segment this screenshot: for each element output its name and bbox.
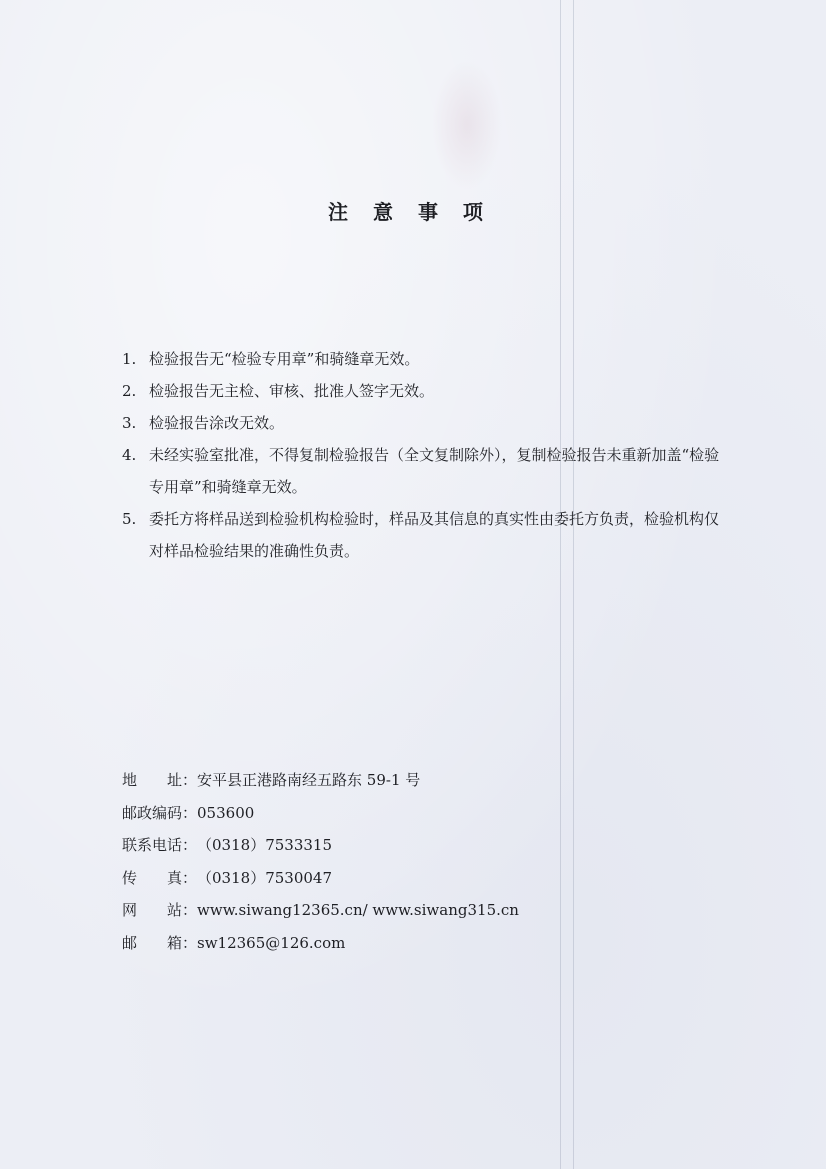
contact-block [122,764,722,959]
notice-text: 检验报告无“检验专用章”和骑缝章无效。 [149,350,420,368]
address-value: 安平县正港路南经五路东 59-1 号 [197,771,421,789]
notice-number: 3. [122,414,137,432]
fax-label-char: 传 [122,868,138,887]
notice-item [122,343,722,375]
website-label-char: 站 [166,901,182,919]
phone-value: （0318）7533315 [197,836,332,854]
fax-label [122,862,182,895]
notice-text: 委托方将样品送到检验机构检验时，样品及其信息的真实性由委托方负责，检验机构仅对样品检验结果的准确性负责。 [149,510,720,560]
notice-number: 5. [122,510,137,528]
notice-item [122,407,722,439]
postcode-value: 053600 [197,803,255,822]
colon: ： [182,901,198,919]
colon: ： [182,933,198,952]
notice-item [122,503,722,567]
colon: ： [182,868,198,887]
website-label-char: 网 [122,901,138,919]
email-row [122,927,722,960]
address-label-char: 地 [122,771,138,789]
address-row [122,764,722,797]
phone-row [122,829,722,862]
colon: ： [182,836,198,854]
notice-number: 4. [122,446,137,464]
fold-line [573,0,574,1169]
colon: ： [182,771,198,789]
phone-label: 联系电话 [122,836,183,854]
watermark-blot [432,60,502,190]
notice-text: 未经实验室批准，不得复制检验报告（全文复制除外），复制检验报告未重新加盖“检验专用章”和骑缝章无效。 [149,446,720,496]
notice-item [122,439,722,503]
notice-number: 2. [122,382,137,400]
fax-row [122,862,722,895]
website-label [122,894,182,927]
notice-item [122,375,722,407]
notice-number: 1. [122,350,137,368]
email-label-char: 邮 [122,933,138,952]
notice-text: 检验报告无主检、审核、批准人签字无效。 [149,382,435,400]
website-row [122,894,722,927]
website-value: www.siwang12365.cn/ www.siwang315.cn [197,901,519,919]
postcode-label: 邮政编码 [122,803,183,822]
fold-line [560,0,561,1169]
email-label [122,927,182,960]
email-label-char: 箱 [166,933,182,952]
postcode-row [122,797,722,830]
fax-label-char: 真 [166,868,182,887]
notice-list [122,343,722,567]
email-value: sw12365@126.com [197,933,346,952]
page-title: 注 意 事 项 [328,200,492,224]
address-label [122,764,182,797]
colon: ： [182,803,198,822]
address-label-char: 址 [166,771,182,789]
notice-text: 检验报告涂改无效。 [149,414,285,432]
fax-value: （0318）7530047 [197,868,332,887]
